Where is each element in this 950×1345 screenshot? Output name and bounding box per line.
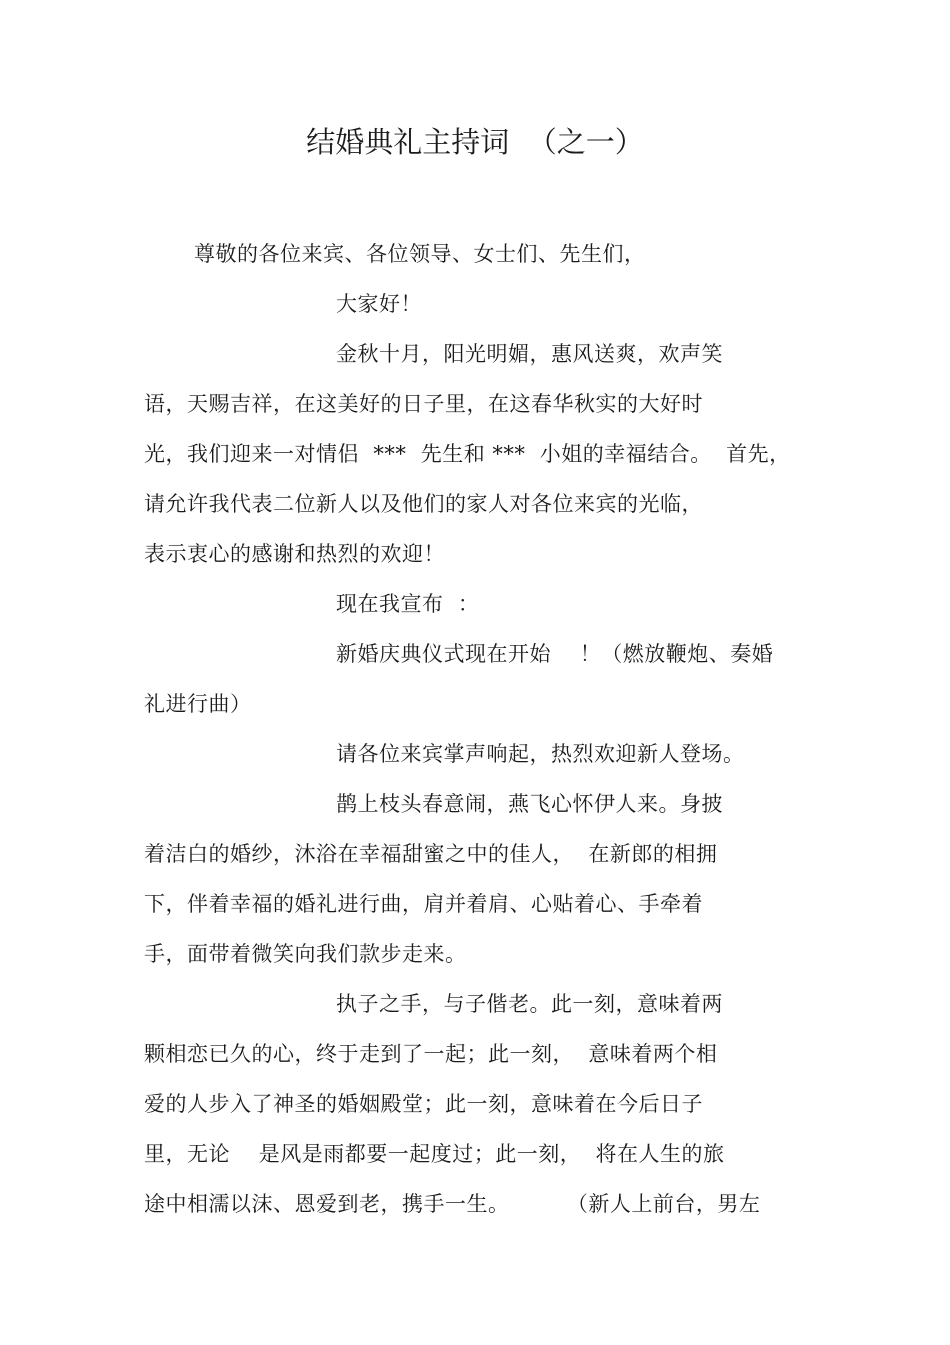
- paragraph-line: 请允许我代表二位新人以及他们的家人对各位来宾的光临，: [144, 492, 703, 516]
- paragraph-line: 表示衷心的感谢和热烈的欢迎！: [144, 542, 445, 566]
- paragraph-line: 爱的人步入了神圣的婚姻殿堂；此一刻，意味着在今后日子: [144, 1092, 703, 1116]
- paragraph-line: 尊敬的各位来宾、各位领导、女士们、先生们，: [194, 242, 646, 266]
- paragraph-line: 手，面带着微笑向我们款步走来。: [144, 942, 467, 966]
- paragraph-line: 颗相恋已久的心，终于走到了一起；此一刻， 意味着两个相: [144, 1042, 718, 1066]
- paragraph-line: 新婚庆典仪式现在开始 ！（燃放鞭炮、奏婚: [336, 642, 774, 666]
- paragraph-line: 里，无论 是风是雨都要一起度过；此一刻， 将在人生的旅: [144, 1142, 725, 1166]
- paragraph-line: 请各位来宾掌声响起，热烈欢迎新人登场。: [336, 742, 745, 766]
- paragraph-line: 光，我们迎来一对情侣 *** 先生和 *** 小姐的幸福结合。 首先，: [144, 442, 791, 466]
- paragraph-line: 鹊上枝头春意闹，燕飞心怀伊人来。身披: [336, 792, 723, 816]
- paragraph-line: 执子之手，与子偕老。此一刻，意味着两: [336, 992, 723, 1016]
- paragraph-line: 语，天赐吉祥，在这美好的日子里，在这春华秋实的大好时: [144, 392, 703, 416]
- paragraph-line: 礼进行曲）: [144, 692, 252, 716]
- paragraph-line: 着洁白的婚纱，沐浴在幸福甜蜜之中的佳人， 在新郎的相拥: [144, 842, 718, 866]
- paragraph-line: 金秋十月，阳光明媚，惠风送爽，欢声笑: [336, 342, 723, 366]
- paragraph-line: 大家好！: [336, 292, 422, 316]
- paragraph-line: 途中相濡以沫、恩爱到老，携手一生。 （新人上前台，男左: [144, 1192, 761, 1216]
- document-title: 结婚典礼主持词 （之一）: [306, 125, 644, 159]
- paragraph-line: 下，伴着幸福的婚礼进行曲，肩并着肩、心贴着心、手牵着: [144, 892, 703, 916]
- paragraph-line: 现在我宣布 ：: [336, 592, 480, 616]
